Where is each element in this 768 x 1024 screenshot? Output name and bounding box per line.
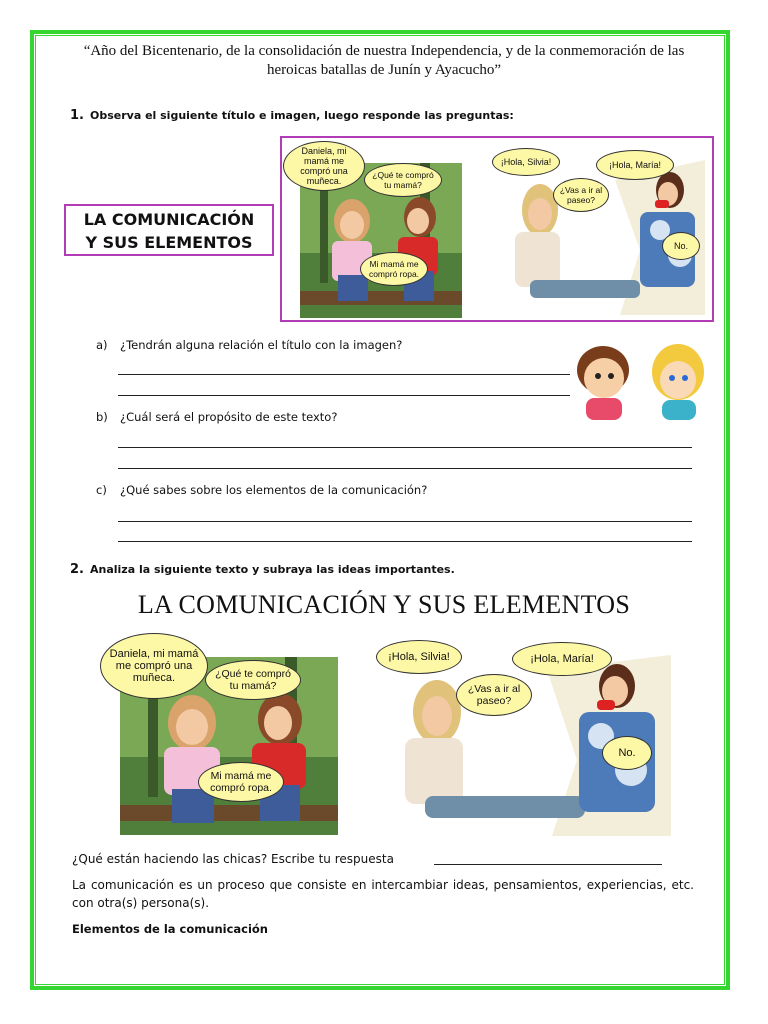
question-a-text: ¿Tendrán alguna relación el título con la imagen?	[120, 338, 403, 352]
question-b	[96, 410, 337, 424]
bubble-hola-silvia-large: ¡Hola, Silvia!	[376, 640, 462, 674]
definition-paragraph: La comunicación es un proceso que consiste en intercambiar ideas, pensamientos, experiencias, etc. con otra(s) persona(s).	[72, 878, 694, 910]
question-a	[96, 338, 402, 352]
answer-line[interactable]	[118, 374, 570, 375]
bubble-ropa-small: Mi mamá me compró ropa.	[360, 252, 428, 286]
section1-text: Observa el siguiente título e imagen, luego responde las preguntas:	[89, 109, 514, 122]
title-line-1: LA COMUNICACIÓN	[83, 210, 255, 229]
question-c	[96, 483, 427, 497]
bubble-que-compro-large: ¿Qué te compró tu mamá?	[205, 660, 301, 700]
answer-line[interactable]	[118, 521, 692, 522]
bubble-paseo-small: ¿Vas a ir al paseo?	[553, 178, 609, 212]
bubble-no-large: No.	[602, 736, 652, 770]
section2-text: Analiza la siguiente texto y subraya las ideas importantes.	[89, 563, 455, 576]
header-motto	[60, 42, 708, 80]
bubble-daniela-large: Daniela, mi mamá me compró una muñeca.	[100, 633, 208, 699]
question-b-letter: b)	[96, 410, 108, 424]
bubble-daniela-small: Daniela, mi mamá me compró una muñeca.	[283, 141, 365, 191]
question-b-text: ¿Cuál será el propósito de este texto?	[120, 410, 338, 424]
section2-number: 2.	[70, 562, 84, 577]
bubble-hola-silvia-small: ¡Hola, Silvia!	[492, 148, 560, 176]
bubble-hola-maria-small: ¡Hola, María!	[596, 150, 674, 180]
bubble-ropa-large: Mi mamá me compró ropa.	[198, 762, 284, 802]
answer-line[interactable]	[434, 864, 662, 865]
activity-question-text: ¿Qué están haciendo las chicas? Escribe tu respuesta	[72, 852, 394, 866]
bubble-no-small: No.	[662, 232, 700, 260]
section2-instruction	[70, 562, 455, 577]
elements-subheading: Elementos de la comunicación	[72, 922, 268, 936]
bubble-que-compro-small: ¿Qué te compró tu mamá?	[364, 163, 442, 197]
answer-line[interactable]	[118, 447, 692, 448]
question-c-text: ¿Qué sabes sobre los elementos de la comunicación?	[120, 483, 428, 497]
header-line-1: “Año del Bicentenario, de la consolidación de nuestra Independencia, y de la conmemoración de las	[83, 43, 685, 59]
activity-question	[72, 850, 394, 868]
question-c-letter: c)	[96, 483, 107, 497]
question-a-letter: a)	[96, 338, 108, 352]
answer-line[interactable]	[118, 541, 692, 542]
section1-number: 1.	[70, 108, 84, 123]
answer-line[interactable]	[118, 395, 570, 396]
bubble-hola-maria-large: ¡Hola, María!	[512, 642, 612, 676]
answer-line[interactable]	[118, 468, 692, 469]
title-box	[64, 204, 274, 256]
thinking-kids-illustration	[568, 342, 718, 422]
main-title: LA COMUNICACIÓN Y SUS ELEMENTOS	[137, 590, 631, 619]
header-line-2: heroicas batallas de Junín y Ayacucho”	[267, 62, 501, 78]
title-line-2: Y SUS ELEMENTOS	[85, 233, 253, 252]
bubble-paseo-large: ¿Vas a ir al paseo?	[456, 674, 532, 716]
section1-instruction	[70, 108, 514, 123]
